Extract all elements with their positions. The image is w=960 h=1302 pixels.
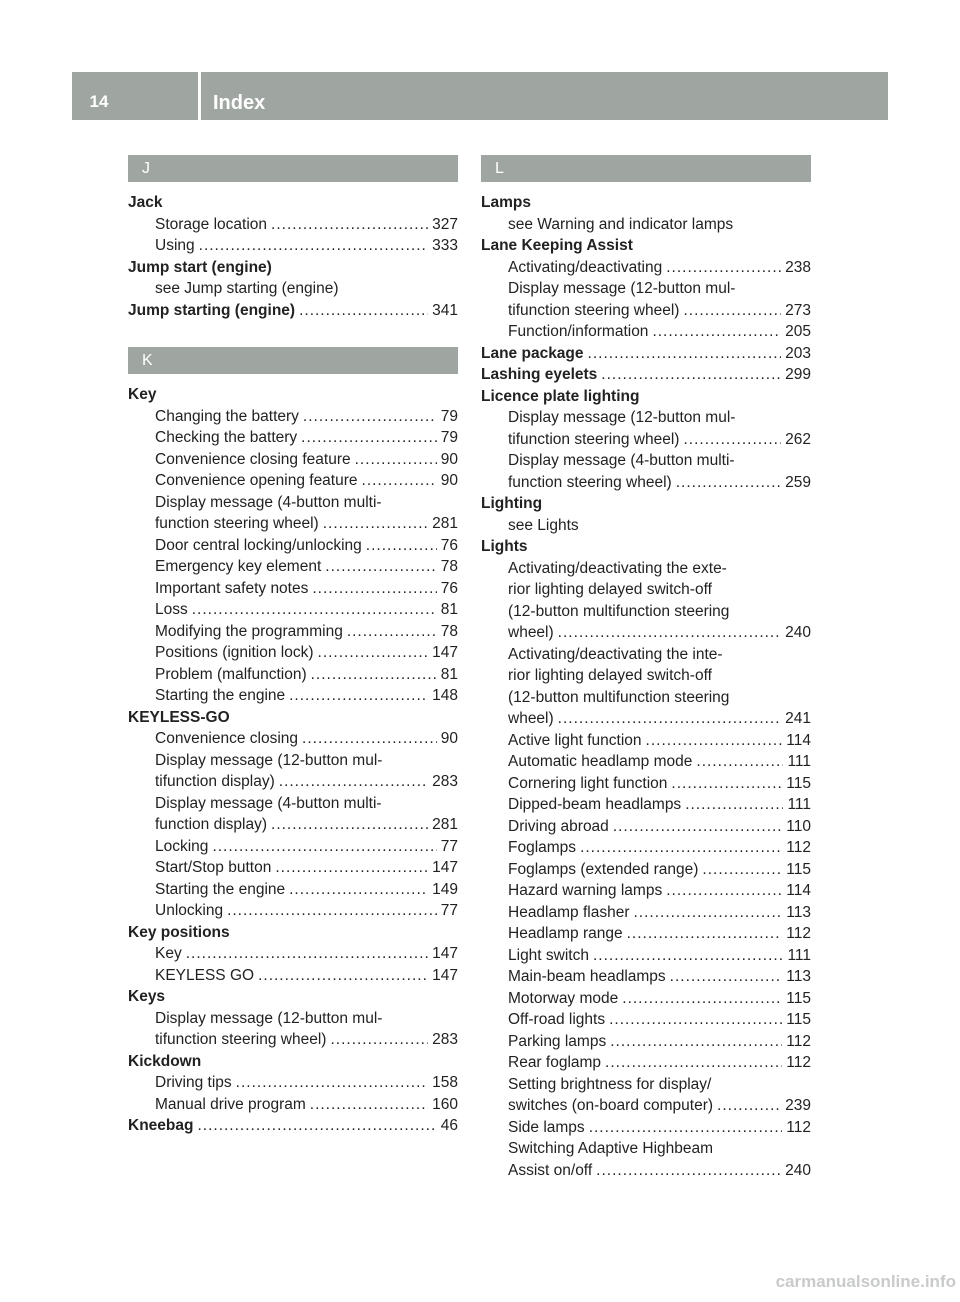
dot-leader	[683, 429, 781, 451]
page-ref[interactable]: 283	[432, 1031, 458, 1048]
entry-label: function steering wheel)	[508, 473, 672, 491]
dot-leader	[683, 300, 781, 322]
dot-leader	[622, 988, 782, 1010]
index-subtext: see Warning and indicator lamps	[508, 215, 734, 233]
index-entry	[481, 859, 811, 881]
page-ref[interactable]: 110	[786, 817, 811, 835]
dot-leader	[301, 427, 437, 449]
index-entry	[128, 214, 458, 236]
index-subtext: Display message (12-button mul-	[508, 409, 736, 426]
page-ref[interactable]: 203	[785, 344, 811, 362]
index-heading: Keys	[128, 988, 166, 1005]
section-title: Index	[213, 92, 266, 114]
index-entry	[481, 257, 811, 279]
page-ref[interactable]: 147	[432, 945, 458, 962]
dot-leader	[558, 622, 781, 644]
dot-leader	[601, 364, 781, 386]
index-entry	[481, 923, 811, 945]
index-entry	[128, 664, 458, 686]
page-ref[interactable]: 78	[440, 622, 458, 640]
entry-label: Driving tips	[155, 1074, 232, 1091]
dot-leader	[312, 578, 436, 600]
entry-label: tifunction steering wheel)	[155, 1031, 327, 1048]
page-ref[interactable]: 281	[432, 515, 458, 532]
index-subtext: Activating/deactivating the inte-	[508, 645, 723, 663]
page-ref[interactable]: 90	[440, 472, 458, 489]
index-entry	[128, 943, 458, 965]
page-ref[interactable]: 111	[787, 753, 811, 770]
entry-label: Starting the engine	[155, 880, 286, 898]
index-entry	[128, 621, 458, 643]
index-entry	[128, 449, 458, 471]
letter-heading: K	[128, 347, 458, 374]
index-heading: Jack	[128, 194, 163, 211]
entry-label: Important safety notes	[155, 579, 309, 597]
page-ref[interactable]: 46	[440, 1117, 458, 1134]
page-number: 14	[89, 92, 109, 111]
entry-label: Loss	[155, 601, 188, 618]
index-entry	[128, 427, 458, 449]
dot-leader	[323, 513, 428, 535]
dot-leader	[362, 470, 437, 492]
index-heading: Lane Keeping Assist	[481, 237, 633, 254]
page-ref[interactable]: 115	[786, 989, 811, 1007]
dot-leader	[609, 1009, 782, 1031]
entry-label: Function/information	[508, 323, 649, 340]
dot-leader	[613, 816, 782, 838]
index-entry	[481, 880, 811, 902]
index-entry	[481, 622, 811, 644]
entry-label: Automatic headlamp mode	[508, 753, 693, 770]
page-ref[interactable]: 78	[440, 558, 458, 575]
page-ref[interactable]: 333	[432, 237, 458, 254]
index-subtext: Setting brightness for display/	[508, 1075, 712, 1093]
index-entry	[481, 773, 811, 795]
index-entry	[128, 771, 458, 793]
page-ref[interactable]: 273	[785, 301, 811, 319]
entry-label: tifunction steering wheel)	[508, 301, 680, 319]
index-entry	[128, 1072, 458, 1094]
dot-leader	[558, 708, 781, 730]
entry-label: Rear foglamp	[508, 1054, 602, 1071]
page-header	[72, 72, 888, 120]
entry-label: Cornering light function	[508, 774, 668, 792]
entry-label: Light switch	[508, 946, 589, 964]
index-entry	[481, 902, 811, 924]
index-entry	[128, 879, 458, 901]
index-entry	[128, 578, 458, 600]
dot-leader	[303, 406, 437, 428]
index-subtext: Display message (12-button mul-	[155, 1009, 383, 1027]
page-ref[interactable]: 113	[786, 903, 811, 921]
entry-label: Hazard warning lamps	[508, 882, 663, 899]
entry-label: Modifying the programming	[155, 622, 343, 640]
entry-label: Manual drive program	[155, 1095, 306, 1113]
dot-leader	[318, 642, 429, 664]
dot-leader	[330, 1029, 428, 1051]
entry-label: Convenience closing feature	[155, 450, 351, 468]
dot-leader	[302, 728, 437, 750]
entry-label: function display)	[155, 816, 268, 833]
index-entry	[481, 429, 811, 451]
entry-label: Starting the engine	[155, 687, 286, 704]
index-entry	[128, 1029, 458, 1051]
dot-leader	[289, 879, 428, 901]
page-ref[interactable]: 241	[785, 710, 811, 727]
letter-heading: J	[128, 155, 458, 182]
dot-leader	[347, 621, 437, 643]
page-ref[interactable]: 114	[786, 882, 811, 899]
dot-leader	[627, 923, 783, 945]
index-entry	[481, 1052, 811, 1074]
dot-leader	[325, 556, 436, 578]
index-entry	[481, 1095, 811, 1117]
index-heading: Licence plate lighting	[481, 387, 640, 405]
index-entry	[128, 1115, 458, 1137]
dot-leader	[605, 1052, 782, 1074]
dot-leader	[299, 300, 428, 322]
entry-label: Side lamps	[508, 1118, 585, 1136]
page-ref[interactable]: 81	[440, 665, 458, 683]
page-ref[interactable]: 283	[432, 773, 458, 790]
index-heading: Jump start (engine)	[128, 258, 272, 276]
dot-leader	[275, 857, 428, 879]
page-ref[interactable]: 113	[786, 968, 811, 985]
entry-label: Unlocking	[155, 902, 224, 919]
index-entry	[128, 406, 458, 428]
dot-leader	[366, 535, 437, 557]
dot-leader	[646, 730, 783, 752]
page-ref[interactable]: 238	[785, 258, 811, 276]
index-heading: KEYLESS-GO	[128, 708, 230, 726]
index-subtext: Activating/deactivating the exte-	[508, 559, 727, 577]
entry-label: Using	[155, 237, 195, 254]
entry-label: Kneebag	[128, 1117, 194, 1134]
index-entry	[128, 470, 458, 492]
letter-heading: L	[481, 155, 811, 182]
entry-label: Assist on/off	[508, 1161, 593, 1179]
index-entry	[128, 235, 458, 257]
dot-leader	[702, 859, 782, 881]
index-entry	[128, 728, 458, 750]
page-ref[interactable]: 160	[432, 1095, 458, 1113]
dot-leader	[593, 945, 783, 967]
entry-label: Convenience opening feature	[155, 472, 358, 489]
entry-label: Door central locking/unlocking	[155, 536, 362, 554]
dot-leader	[279, 771, 428, 793]
entry-label: Problem (malfunction)	[155, 665, 307, 683]
entry-label: Storage location	[155, 215, 268, 233]
dot-leader	[666, 257, 781, 279]
page-ref[interactable]: 240	[785, 1161, 811, 1179]
dot-leader	[289, 685, 428, 707]
index-subtext: (12-button multifunction steering	[508, 602, 730, 620]
dot-leader	[197, 1115, 436, 1137]
index-entry	[481, 816, 811, 838]
page-ref[interactable]: 111	[787, 946, 811, 964]
index-subtext: Display message (12-button mul-	[508, 280, 736, 297]
page-ref[interactable]: 148	[432, 687, 458, 704]
index-entry	[481, 730, 811, 752]
page-ref[interactable]: 147	[432, 859, 458, 876]
entry-label: wheel)	[508, 710, 554, 727]
index-subtext: Switching Adaptive Highbeam	[508, 1140, 714, 1157]
index-entry	[128, 965, 458, 987]
index-entry	[481, 364, 811, 386]
index-subtext: Display message (12-button mul-	[155, 751, 383, 769]
index-subtext: rior lighting delayed switch-off	[508, 667, 712, 684]
page-ref[interactable]: 158	[432, 1074, 458, 1091]
page-ref[interactable]: 112	[786, 839, 811, 856]
entry-label: Start/Stop button	[155, 859, 272, 876]
index-heading: Lamps	[481, 194, 531, 211]
entry-label: Headlamp flasher	[508, 903, 630, 921]
entry-label: Dipped-beam headlamps	[508, 796, 682, 813]
index-column-left	[128, 155, 458, 1137]
page-ref[interactable]: 79	[440, 407, 458, 425]
index-entry	[128, 1094, 458, 1116]
index-entry	[128, 814, 458, 836]
page-ref[interactable]: 81	[440, 601, 458, 618]
page-ref[interactable]: 115	[786, 1011, 811, 1028]
entry-label: Positions (ignition lock)	[155, 644, 314, 661]
page-ref[interactable]: 112	[786, 1054, 811, 1071]
index-heading: Kickdown	[128, 1052, 202, 1070]
entry-label: Emergency key element	[155, 558, 322, 575]
index-subtext: rior lighting delayed switch-off	[508, 581, 712, 598]
index-entry	[128, 300, 458, 322]
dot-leader	[258, 965, 428, 987]
index-column-right	[481, 155, 811, 1181]
entry-label: Lashing eyelets	[481, 366, 598, 383]
dot-leader	[685, 794, 783, 816]
index-entry	[128, 535, 458, 557]
page-ref[interactable]: 79	[440, 429, 458, 446]
index-entry	[481, 300, 811, 322]
index-entry	[481, 343, 811, 365]
page-ref[interactable]: 111	[787, 796, 811, 813]
index-heading: Key positions	[128, 923, 230, 941]
index-entry	[481, 321, 811, 343]
dot-leader	[236, 1072, 428, 1094]
index-heading: Lights	[481, 538, 528, 555]
page-ref[interactable]: 90	[440, 730, 458, 747]
dot-leader	[271, 814, 428, 836]
dot-leader	[652, 321, 781, 343]
entry-label: Changing the battery	[155, 407, 299, 425]
page-ref[interactable]: 259	[785, 473, 811, 491]
index-entry	[128, 836, 458, 858]
dot-leader	[227, 900, 437, 922]
index-entry	[128, 642, 458, 664]
page-ref[interactable]: 112	[786, 1032, 811, 1050]
index-entry	[481, 1009, 811, 1031]
dot-leader	[596, 1160, 781, 1182]
dot-leader	[676, 472, 781, 494]
page-ref[interactable]: 112	[786, 1118, 811, 1136]
dot-leader	[589, 1117, 783, 1139]
index-entry	[481, 945, 811, 967]
entry-label: Convenience closing	[155, 730, 299, 747]
index-subtext: see Jump starting (engine)	[155, 280, 339, 297]
entry-label: Foglamps (extended range)	[508, 860, 699, 878]
entry-label: tifunction display)	[155, 773, 275, 790]
page-ref[interactable]: 149	[432, 880, 458, 898]
page-ref[interactable]: 341	[432, 301, 458, 319]
dot-leader	[588, 343, 782, 365]
index-subtext: Display message (4-button multi-	[155, 794, 382, 812]
entry-label: Foglamps	[508, 839, 577, 856]
entry-label: Checking the battery	[155, 429, 298, 446]
index-entry	[481, 1031, 811, 1053]
index-subtext: Display message (4-button multi-	[155, 493, 382, 511]
entry-label: Motorway mode	[508, 989, 619, 1007]
dot-leader	[610, 1031, 782, 1053]
dot-leader	[633, 902, 782, 924]
index-entry	[128, 513, 458, 535]
dot-leader	[670, 966, 783, 988]
index-entry	[128, 685, 458, 707]
page-ref[interactable]: 327	[432, 215, 458, 233]
dot-leader	[310, 1094, 428, 1116]
page-ref[interactable]: 77	[440, 837, 458, 855]
dot-leader	[186, 943, 428, 965]
index-entry	[128, 556, 458, 578]
page-ref[interactable]: 239	[785, 1097, 811, 1114]
dot-leader	[666, 880, 782, 902]
index-entry	[128, 857, 458, 879]
dot-leader	[212, 836, 436, 858]
dot-leader	[671, 773, 782, 795]
dot-leader	[580, 837, 782, 859]
page-ref[interactable]: 76	[440, 579, 458, 597]
dot-leader	[192, 599, 437, 621]
dot-leader	[271, 214, 428, 236]
index-entry	[128, 599, 458, 621]
entry-label: Key	[155, 945, 182, 962]
page-ref[interactable]: 262	[785, 430, 811, 448]
dot-leader	[355, 449, 437, 471]
entry-label: Main-beam headlamps	[508, 968, 666, 985]
entry-label: function steering wheel)	[155, 515, 319, 532]
watermark: carmanualsonline.info	[775, 1272, 956, 1291]
entry-label: Locking	[155, 837, 209, 855]
index-heading: Key	[128, 386, 157, 403]
index-entry	[481, 988, 811, 1010]
page-ref[interactable]: 77	[440, 902, 458, 919]
page-ref[interactable]: 240	[785, 624, 811, 641]
entry-label: Jump starting (engine)	[128, 301, 296, 319]
dot-leader	[696, 751, 783, 773]
index-subtext: (12-button multifunction steering	[508, 688, 730, 706]
index-subtext: Display message (4-button multi-	[508, 452, 735, 469]
index-entry	[481, 1160, 811, 1182]
entry-label: KEYLESS GO	[155, 966, 255, 984]
index-entry	[481, 708, 811, 730]
page-ref[interactable]: 205	[785, 323, 811, 340]
page-ref[interactable]: 147	[432, 966, 458, 984]
index-entry	[481, 472, 811, 494]
index-entry	[481, 966, 811, 988]
page-ref[interactable]: 147	[432, 644, 458, 661]
page-ref[interactable]: 114	[786, 731, 811, 749]
page-ref[interactable]: 115	[786, 774, 811, 792]
entry-label: switches (on-board computer)	[508, 1097, 714, 1114]
entry-label: Headlamp range	[508, 925, 623, 942]
page-ref[interactable]: 115	[786, 860, 811, 878]
index-entry	[481, 751, 811, 773]
index-subtext: see Lights	[508, 516, 579, 534]
entry-label: Driving abroad	[508, 817, 609, 835]
entry-label: wheel)	[508, 624, 554, 641]
index-entry	[481, 794, 811, 816]
entry-label: Activating/deactivating	[508, 258, 663, 276]
page-ref[interactable]: 281	[432, 816, 458, 833]
dot-leader	[199, 235, 428, 257]
index-entry	[481, 837, 811, 859]
header-divider	[198, 72, 201, 120]
page-ref[interactable]: 112	[786, 925, 811, 942]
entry-label: Active light function	[508, 731, 642, 749]
entry-label: Off-road lights	[508, 1011, 606, 1028]
dot-leader	[311, 664, 437, 686]
index-entry	[481, 1117, 811, 1139]
page-ref[interactable]: 299	[785, 366, 811, 383]
entry-label: Parking lamps	[508, 1032, 607, 1050]
page-ref[interactable]: 90	[440, 450, 458, 468]
dot-leader	[717, 1095, 781, 1117]
entry-label: tifunction steering wheel)	[508, 430, 680, 448]
index-entry	[128, 900, 458, 922]
page-ref[interactable]: 76	[440, 536, 458, 554]
index-heading: Lighting	[481, 495, 543, 512]
entry-label: Lane package	[481, 344, 584, 362]
